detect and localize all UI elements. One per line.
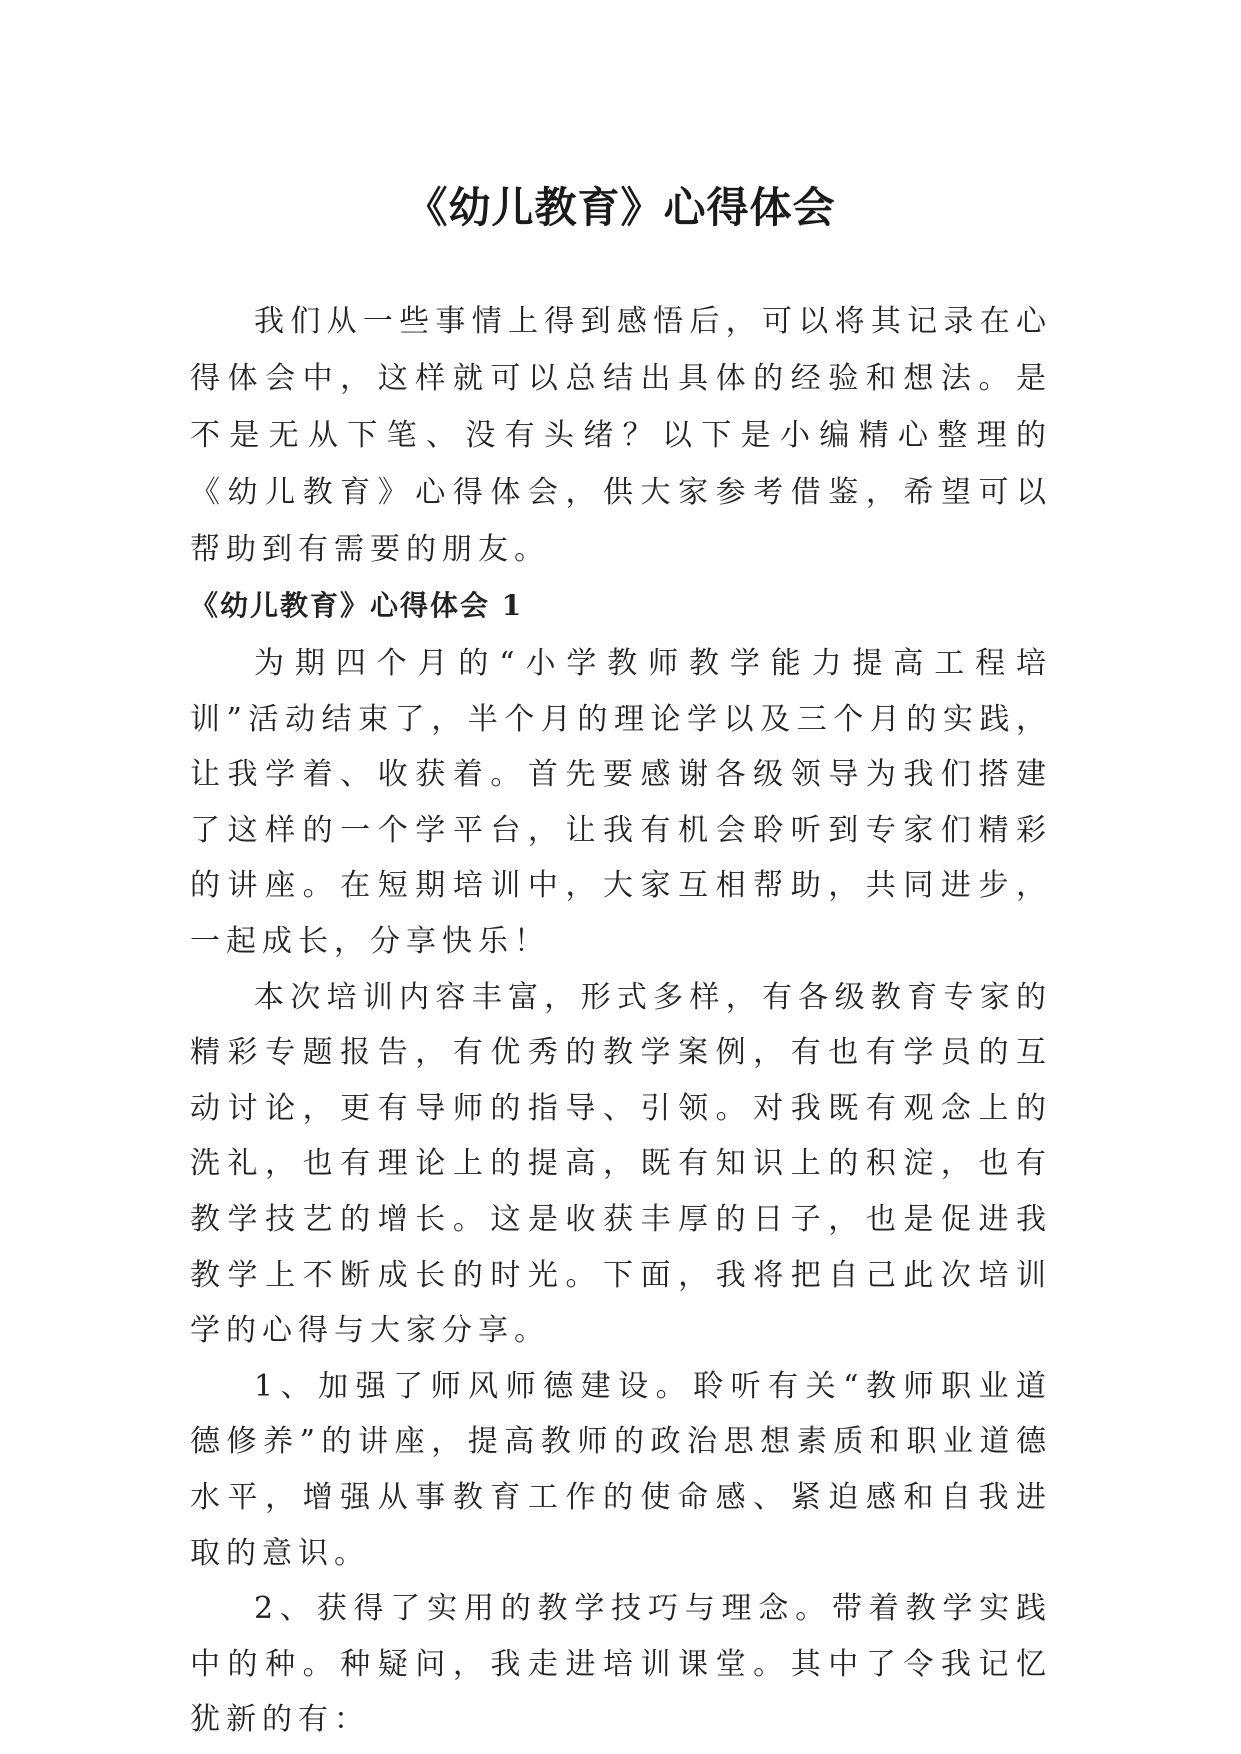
document-title: 《幼儿教育》心得体会 <box>405 183 836 233</box>
section-content <box>190 636 1052 1748</box>
intro-paragraph: 我们从一些事情上得到感悟后，可以将其记录在心得体会中，这样就可以总结出具体的经验和想法。是不是无从下笔、没有头绪？以下是小编精心整理的《幼儿教育》心得体会，供大家参考借鉴，希望可以帮助到有需要的朋友。 <box>190 304 1052 567</box>
body-paragraph-3: 1、加强了师风师德建设。聆听有关“教师职业道德修养”的讲座，提高教师的政治思想素质和职业道德水平，增强从事教育工作的使命感、紧迫感和自我进取的意识。 <box>190 1368 1052 1571</box>
body-paragraph-2: 本次培训内容丰富，形式多样，有各级教育专家的精彩专题报告，有优秀的教学案例，有也有学员的互动讨论，更有导师的指导、引领。对我既有观念上的洗礼，也有理论上的提高，既有知识上的积淀，也有教学技艺的增长。这是收获丰厚的日子，也是促进我教学上不断成长的时光。下面，我将把自己此次培训学的心得与大家分享。 <box>190 979 1052 1349</box>
body-paragraph-4: 2、获得了实用的教学技巧与理念。带着教学实践中的种。种疑问，我走进培训课堂。其中了令我记忆犹新的有： <box>190 1591 1052 1738</box>
section-heading: 《幼儿教育》心得体会 1 <box>190 589 524 622</box>
body-paragraph-1: 为期四个月的“小学教师教学能力提高工程培训”活动结束了，半个月的理论学以及三个月的实践，让我学着、收获着。首先要感谢各级领导为我们搭建了这样的一个学平台，让我有机会聆听到专家们精彩的讲座。在短期培训中，大家互相帮助，共同进步，一起成长，分享快乐！ <box>190 646 1052 959</box>
